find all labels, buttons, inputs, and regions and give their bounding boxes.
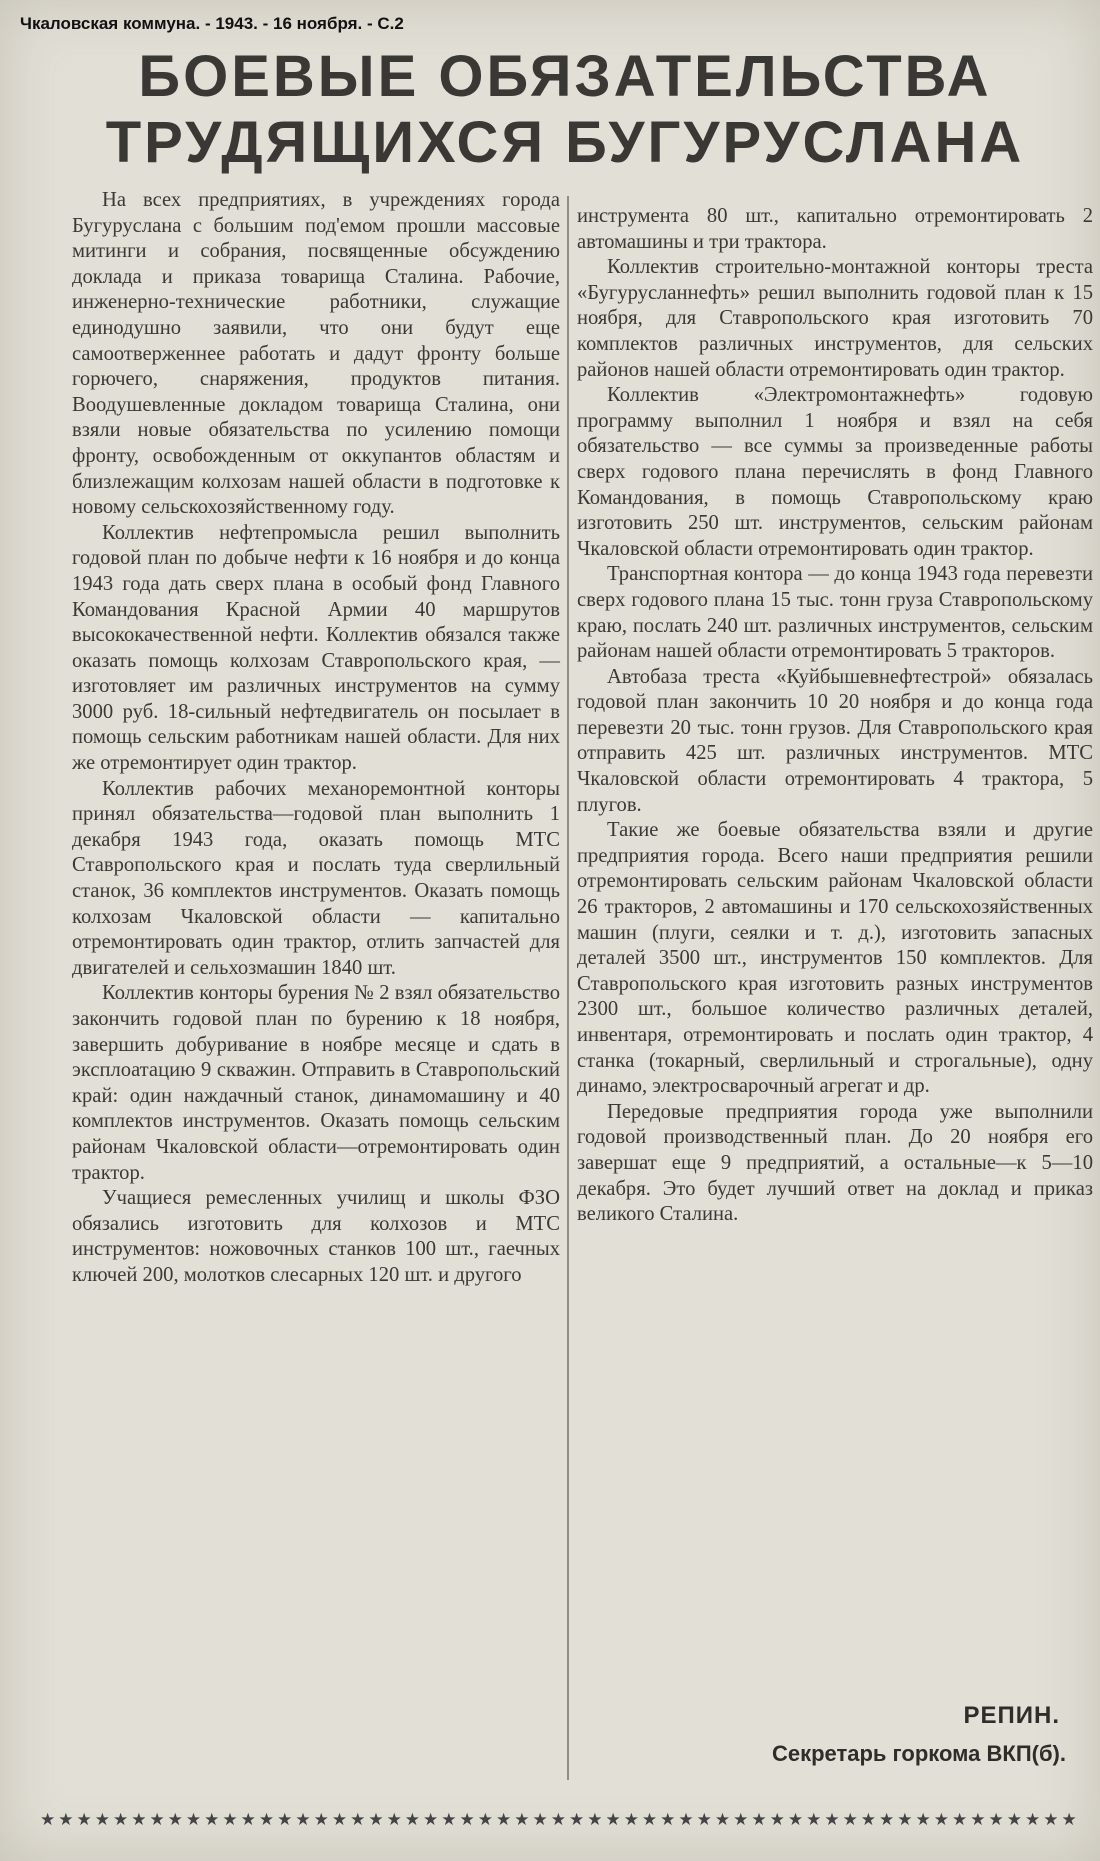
headline-line-2: ТРУДЯЩИХСЯ БУГУРУСЛАНА (105, 110, 1025, 175)
paragraph-mechanical-repair: Коллектив рабочих механоремонтной конторы принял обязательства—годовой план выполнить 1 декабря 1943 года, оказать помощь МТС Ставропольского края и послать туда сверлильный станок, 36 комплектов инструментов. Оказать помощь колхозам Чкаловской области — капитально отремонтировать один трактор, отлить запчастей для двигателей и сельхозмашин 1840 шт. (72, 777, 560, 979)
star-divider: ★★★★★★★★★★★★★★★★★★★★★★★★★★★★★★★★★★★★★★★★★★★★★★★★★★★★★★★★★ (40, 1810, 1080, 1830)
paragraph-vocational-schools: Учащиеся ремесленных училищ и школы ФЗО обязались изготовить для колхозов и МТС инструментов: ножовочных станков 100 шт., гаечных ключей 200, молотков слесарных 120 шт. и другого (72, 1187, 560, 1286)
paragraph-construction-office: Коллектив строительно-монтажной конторы треста «Бугурусланнефть» решил выполнить годовой план к 15 ноября, для Ставропольского края изготовить 70 комплектов различных инструментов, для сельских районов нашей области отремонтировать один трактор. (577, 256, 1093, 381)
headline-line-1: БОЕВЫЕ ОБЯЗАТЕЛЬСТВА (138, 44, 992, 109)
paragraph-intro: На всех предприятиях, в учреждениях города Бугуруслана с большим под'емом прошли массовые митинги и собрания, посвященные обсуждению доклада и приказа товарища Сталина. Рабочие, инженерно-технические работники, служащие единодушно заявили, что они будут еще самоотверженнее работать и дадут фронту больше горючего, снаряжения, продуктов питания. Воодушевленные докладом товарища Сталина, они взяли новые обязательства по усилению помощи фронту, освобожденным от оккупантов областям и близлежащим колхозам нашей области в подготовке к новому сельскохозяйственному году. (72, 189, 560, 519)
source-caption: Чкаловская коммуна. - 1943. - 16 ноября. - С.2 (20, 14, 404, 33)
paragraph-oilfield: Коллектив нефтепромысла решил выполнить годовой план по добыче нефти к 16 ноября и до конца 1943 года дать сверх плана в особый фонд Главного Командования Красной Армии 40 маршрутов высококачественной нефти. Коллектив обязался также оказать помощь колхозам Ставропольского края, — изготовляет им различных инструментов на сумму 3000 руб. 18-сильный нефтедвигатель он посылает в помощь сельским работникам нашей области. Для них же отремонтирует один трактор. (72, 521, 560, 775)
paragraph-electromontazh: Коллектив «Электромонтажнефть» годовую программу выполнил 1 ноября и взял на себя обязательство — все суммы за произведенные работы сверх годового плана перечислять в фонд Главного Командования, в помощь Ставропольскому краю изготовить 250 шт. инструментов, сельским районам Чкаловской области отремонтировать один трактор. (577, 384, 1093, 560)
left-column (72, 188, 560, 1289)
paragraph-transport-office: Транспортная контора — до конца 1943 года перевезти сверх годового плана 15 тыс. тонн груза Ставропольскому краю, послать 240 шт. различных инструментов, сельским районам нашей области отремонтировать 5 тракторов. (577, 563, 1093, 663)
paragraph-summary: Такие же боевые обязательства взяли и другие предприятия города. Всего наши предприятия решили отремонтировать сельским районам Чкаловской области 26 тракторов, 2 автомашины и 170 сельскохозяйственных машин (плуги, сеялки и т. д.), изготовить запасных деталей 3500 шт., инструментов 150 комплектов. Для Ставропольского края изготовить разных инструментов 2300 шт., большое количество различных деталей, инвентаря, отремонтировать и послать один трактор, 4 станка (токарный, сверлильный и строгальные), одну динамо, электросварочный агрегат и др. (577, 819, 1093, 1098)
signature-title: Секретарь горкома ВКП(б). (771, 1741, 1066, 1766)
paragraph-continuation: инструмента 80 шт., капитально отремонтировать 2 автомашины и три трактора. (577, 205, 1093, 253)
right-column (577, 204, 1093, 1228)
paragraph-drilling-office: Коллектив конторы бурения № 2 взял обязательство закончить годовой план по бурению к 18 ноября, завершить добуривание в ноябре месяце и сдать в эксплоатацию 9 скважин. Отправить в Ставропольский край: один наждачный станок, динамомашину и 40 комплектов инструментов. Оказать помощь сельским районам Чкаловской области—отремонтировать один трактор. (72, 982, 560, 1184)
signature-name: РЕПИН. (963, 1702, 1060, 1729)
paragraph-conclusion: Передовые предприятия города уже выполнили годовой производственный план. До 20 ноября его завершат еще 9 предприятий, а остальные—к 5—10 декабря. Это будет лучший ответ на доклад и приказ великого Сталина. (577, 1100, 1093, 1226)
paragraph-autobase: Автобаза треста «Куйбышевнефтестрой» обязалась годовой план закончить 10 20 ноября и до конца года перевезти 20 тыс. тонн грузов. Для Ставропольского края отправить 425 шт. различных инструментов. МТС Чкаловской области отремонтировать 4 трактора, 5 плугов. (577, 665, 1093, 816)
column-divider (567, 196, 569, 1780)
